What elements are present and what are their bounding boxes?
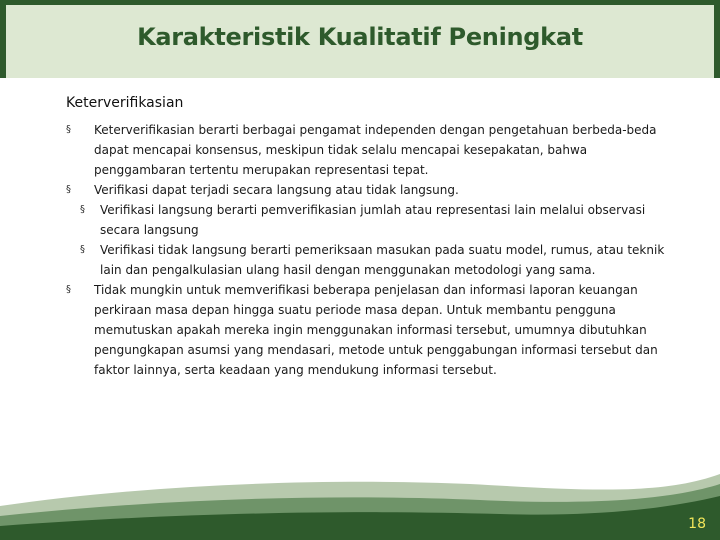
bullet-item-2 xyxy=(66,180,666,200)
sub-bullet-item-1 xyxy=(66,200,666,240)
page-number: 18 xyxy=(688,516,706,532)
sub-bullet-icon: § xyxy=(80,204,85,215)
sub-bullet-item-2 xyxy=(66,240,666,280)
slide-title: Karakteristik Kualitatif Peningkat xyxy=(137,23,583,51)
bullet-text: Verifikasi dapat terjadi secara langsung atau tidak langsung. xyxy=(94,183,459,197)
footer-wave xyxy=(0,470,720,540)
bullet-text: Tidak mungkin untuk memverifikasi beberapa penjelasan dan informasi laporan keuangan perkiraan masa depan hingga suatu periode masa depan. Untuk membantu pengguna memutuskan apakah mereka ingin menggunakan informasi tersebut, umumnya dibutuhkan pengungkapan asumsi yang mendasari, metode untuk penggabungan informasi tersebut dan faktor lainnya, serta keadaan yang mendukung informasi tersebut. xyxy=(94,283,658,377)
bullet-list xyxy=(66,120,666,380)
bullet-icon: § xyxy=(66,284,71,295)
bullet-text: Keterverifikasian berarti berbagai pengamat independen dengan pengetahuan berbeda-beda dapat mencapai konsensus, meskipun tidak selalu mencapai kesepakatan, bahwa penggambaran tertentu merupakan representasi tepat. xyxy=(94,123,657,177)
bullet-item-1 xyxy=(66,120,666,180)
bullet-item-3 xyxy=(66,280,666,380)
sub-bullet-icon: § xyxy=(80,244,85,255)
section-heading: Keterverifikasian xyxy=(66,95,184,111)
sub-bullet-text: Verifikasi langsung berarti pemverifikasian jumlah atau representasi lain melalui observasi secara langsung xyxy=(100,203,646,237)
bullet-icon: § xyxy=(66,184,71,195)
title-band xyxy=(0,5,720,78)
sub-bullet-text: Verifikasi tidak langsung berarti pemeriksaan masukan pada suatu model, rumus, atau teknik lain dan pengalkulasian ulang hasil dengan menggunakan metodologi yang sama. xyxy=(100,243,665,277)
bullet-icon: § xyxy=(66,124,71,135)
